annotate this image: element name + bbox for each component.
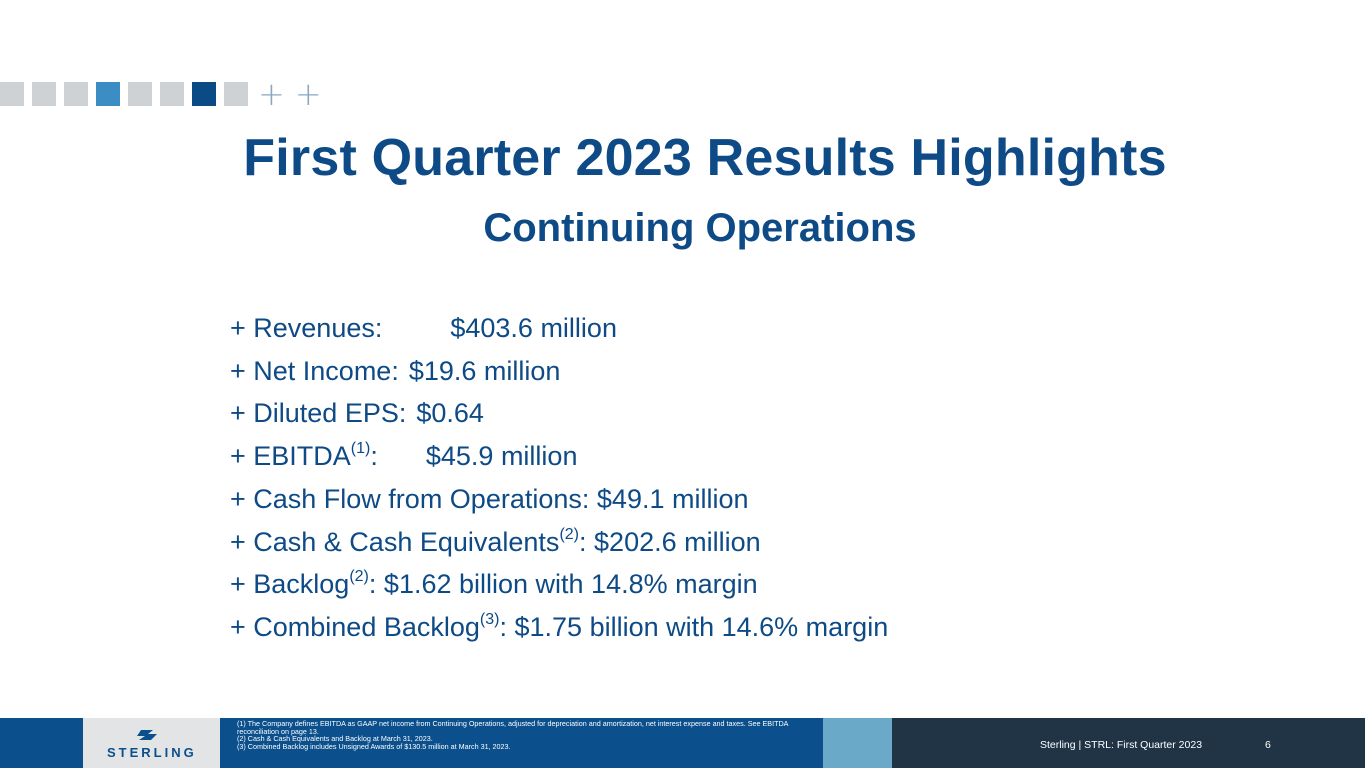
- highlight-value: $0.64: [416, 398, 484, 429]
- footnote-ref: (3): [479, 610, 500, 628]
- highlight-sep: :: [499, 611, 507, 642]
- highlight-label: + Diluted EPS:: [230, 398, 407, 429]
- deco-square: [128, 82, 152, 106]
- deco-square: [160, 82, 184, 106]
- decorative-squares: [0, 74, 330, 113]
- highlight-item: [230, 392, 888, 435]
- footer-teal-block: [823, 718, 892, 768]
- footer-company-label: Sterling | STRL: First Quarter 2023: [1040, 739, 1203, 751]
- deco-square-accent: [96, 82, 120, 106]
- deco-square: [32, 82, 56, 106]
- highlight-label: + Cash Flow from Operations:: [230, 483, 590, 514]
- footnote: (3) Combined Backlog includes Unsigned Awards of $130.5 million at March 31, 2023.: [237, 742, 511, 752]
- highlight-value: $1.75 billion with 14.6% margin: [514, 611, 889, 642]
- page-number: 6: [1265, 739, 1271, 751]
- highlight-label: + Revenues:: [230, 313, 383, 343]
- footnote: (2) Cash & Cash Equivalents and Backlog at March 31, 2023.: [237, 734, 433, 744]
- highlight-item: [230, 563, 888, 606]
- company-logo: [83, 718, 220, 768]
- highlight-value: $19.6 million: [408, 355, 561, 386]
- footnote-ref: (1): [350, 440, 371, 458]
- plus-icon: +: [258, 74, 285, 113]
- slide-subtitle: Continuing Operations: [483, 206, 917, 250]
- highlight-label: + EBITDA: [230, 441, 351, 472]
- footnotes: [237, 720, 797, 751]
- highlights-list: [230, 307, 888, 649]
- deco-square-dark: [192, 82, 216, 106]
- footnote: (1) The Company defines EBITDA as GAAP net income from Continuing Operations, adjusted for depreciation and amortization, net interest expense and taxes. See EBITDA reconciliation on page 13.: [237, 719, 789, 736]
- footnote-ref: (2): [559, 525, 579, 543]
- highlight-sep: :: [370, 441, 378, 472]
- highlight-item: [230, 307, 888, 350]
- sterling-logo-icon: [137, 727, 163, 743]
- highlight-item: [230, 478, 888, 521]
- highlight-value: $45.9 million: [425, 441, 578, 472]
- footer-accent: [0, 718, 83, 768]
- highlight-item: [230, 606, 888, 649]
- highlight-label: + Combined Backlog: [230, 611, 480, 642]
- deco-square: [224, 82, 248, 106]
- plus-icon: +: [294, 74, 322, 113]
- footnote-ref: (2): [349, 568, 369, 586]
- highlight-item: [230, 435, 888, 478]
- highlight-label: + Cash & Cash Equivalents: [230, 526, 560, 557]
- highlight-value: $49.1 million: [596, 483, 749, 514]
- deco-square: [64, 82, 88, 106]
- highlight-label: + Backlog: [230, 569, 350, 600]
- slide-title: First Quarter 2023 Results Highlights: [243, 129, 1167, 187]
- highlight-value: $202.6 million: [594, 526, 761, 557]
- highlight-sep: :: [368, 569, 377, 600]
- deco-square: [0, 82, 24, 106]
- highlight-item: [230, 350, 888, 393]
- highlight-label: + Net Income:: [230, 355, 399, 386]
- logo-wordmark: STERLING: [107, 745, 197, 760]
- footer-bar: [0, 718, 1365, 768]
- highlight-value: $1.62 billion with 14.8% margin: [383, 569, 758, 600]
- highlight-value: $403.6 million: [450, 313, 617, 343]
- highlight-sep: :: [579, 526, 587, 557]
- highlight-item: [230, 521, 888, 564]
